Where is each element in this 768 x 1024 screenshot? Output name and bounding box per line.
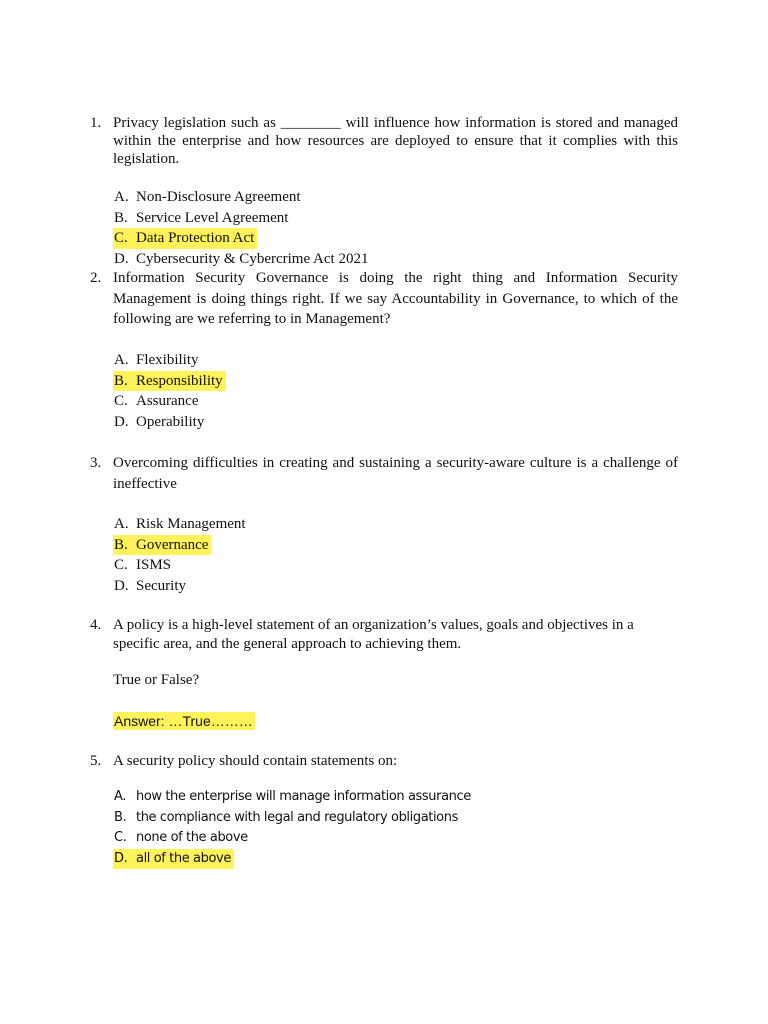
option-letter: D.: [114, 250, 129, 267]
option-text: none of the above: [136, 830, 248, 845]
option-text: Responsibility: [136, 372, 223, 389]
option-letter: B.: [114, 372, 128, 389]
option-letter: C.: [114, 557, 128, 573]
option-list: [113, 787, 474, 869]
option-letter: A.: [114, 352, 129, 368]
option-b: [113, 208, 371, 229]
option-list: [113, 514, 249, 596]
true-false-prompt: True or False?: [113, 672, 200, 688]
option-d: [113, 412, 226, 433]
answer-highlight: [113, 849, 234, 870]
option-c: [113, 828, 474, 849]
question-text: Information Security Governance is doing the right thing and Information Security Management is doing things right. If we say Accountability in Governance, to which of the following are we referring to in Management?: [113, 270, 678, 327]
option-text: Assurance: [136, 393, 199, 409]
option-text: Cybersecurity & Cybercrime Act 2021: [136, 250, 369, 267]
option-letter: B.: [114, 209, 128, 226]
option-c: [113, 555, 249, 576]
option-text: ISMS: [136, 557, 172, 573]
option-text: how the enterprise will manage information assurance: [136, 789, 471, 804]
question-number: 3.: [90, 455, 102, 471]
question-text: Privacy legislation such as ________ will influence how information is stored and managed within the enterprise and how resources are deployed to ensure that it complies with this legislation.: [113, 115, 678, 167]
option-letter: C.: [114, 393, 128, 409]
option-a: [113, 514, 249, 535]
option-text: Security: [136, 577, 186, 594]
option-letter: C.: [114, 830, 127, 845]
option-d: [113, 249, 371, 270]
answer-highlight: [113, 535, 211, 556]
option-c-correct: [113, 228, 371, 249]
option-text: all of the above: [136, 850, 231, 866]
option-b-correct: [113, 535, 249, 556]
option-letter: A.: [114, 516, 129, 532]
option-text: Operability: [136, 413, 205, 430]
answer-line: [113, 712, 255, 730]
option-a: [113, 187, 371, 208]
option-text: Flexibility: [136, 352, 199, 368]
answer-highlight: [113, 371, 226, 392]
option-text: Data Protection Act: [136, 230, 255, 246]
option-b-correct: [113, 371, 226, 392]
option-a: [113, 350, 226, 371]
question-number: 4.: [90, 617, 102, 633]
question-number: 1.: [90, 115, 102, 131]
option-letter: A.: [114, 789, 126, 804]
option-text: Service Level Agreement: [136, 209, 289, 226]
option-letter: A.: [114, 189, 129, 205]
option-text: the compliance with legal and regulatory obligations: [136, 809, 458, 825]
option-d: [113, 576, 249, 597]
option-list: [113, 187, 371, 269]
question-text: A policy is a high-level statement of an organization’s values, goals and objectives in a specific area, and the general approach to achieving them.: [113, 617, 634, 652]
option-list: [113, 350, 226, 432]
option-text: Governance: [136, 536, 209, 553]
option-letter: D.: [114, 577, 129, 594]
option-text: Risk Management: [136, 516, 246, 532]
option-text: Non-Disclosure Agreement: [136, 189, 301, 205]
question-number: 2.: [90, 270, 102, 286]
question-text: Overcoming difficulties in creating and sustaining a security-aware culture is a challenge of ineffective: [113, 455, 678, 492]
option-d-correct: [113, 849, 474, 870]
option-letter: B.: [114, 536, 128, 553]
option-a: [113, 787, 474, 808]
question-number: 5.: [90, 753, 102, 769]
answer-highlight: Answer: …True………: [114, 713, 253, 729]
option-b: [113, 808, 474, 829]
question-text: A security policy should contain statements on:: [113, 753, 398, 769]
option-letter: D.: [114, 850, 128, 866]
answer-highlight: [113, 228, 257, 249]
option-letter: C.: [114, 230, 128, 246]
option-letter: B.: [114, 809, 127, 825]
option-c: [113, 391, 226, 412]
option-letter: D.: [114, 413, 129, 430]
